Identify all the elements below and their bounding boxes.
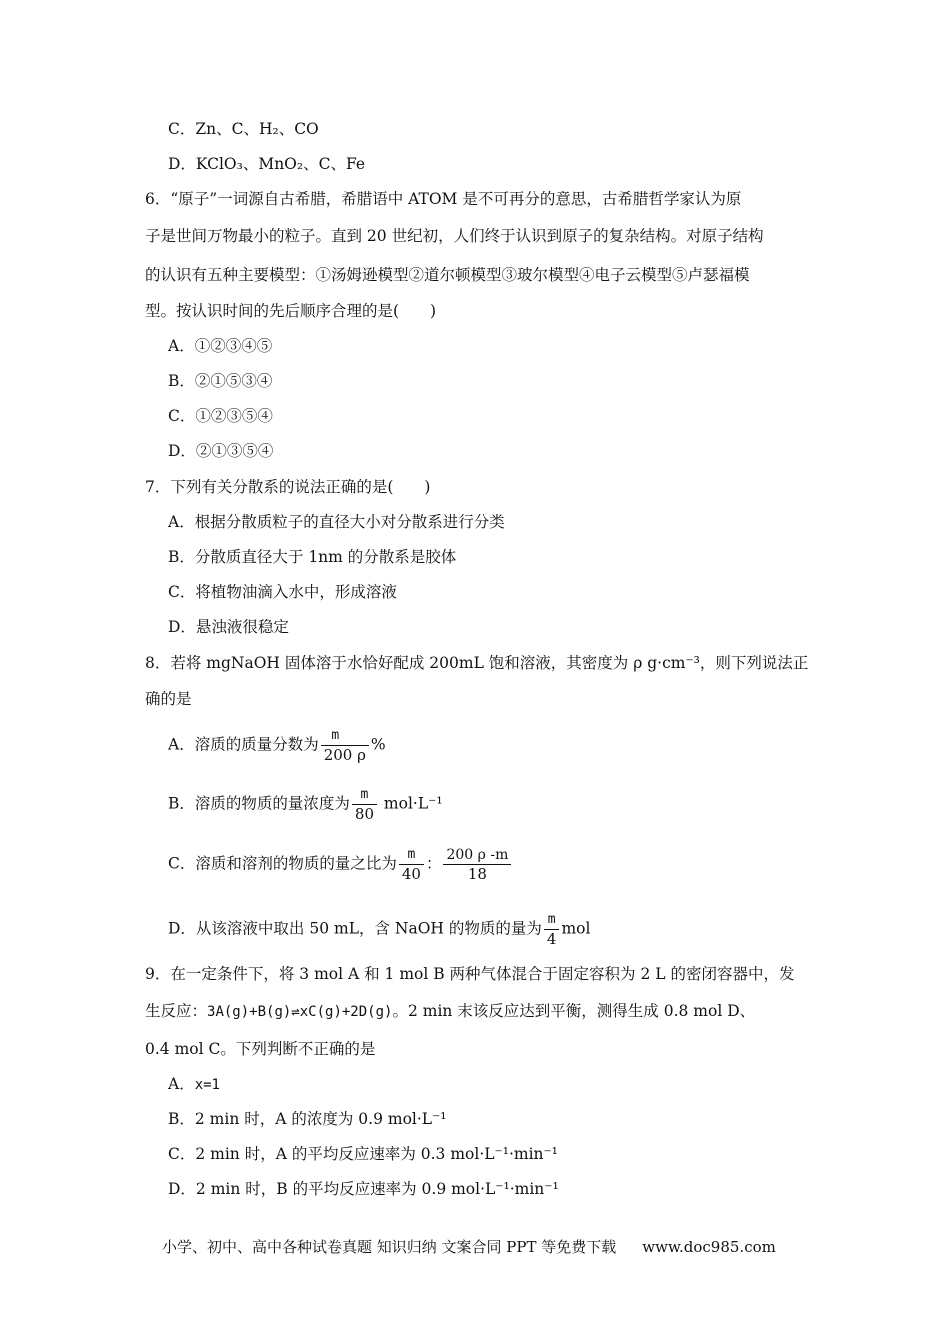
page-footer [162,1236,776,1258]
q8-option-c-fraction-2 [443,846,511,883]
q8-option-b-text: B．溶质的物质的量浓度为 [168,794,350,813]
q9-option-a [168,1073,220,1096]
q6-option-c: C．①②③⑤④ [168,407,273,425]
q8-option-c-colon: ： [425,854,442,873]
q8-option-b [168,786,443,823]
q8-option-a [168,727,386,764]
q9-stem-line2 [145,1000,755,1023]
fraction-numerator: m [321,727,369,746]
q8-option-c-fraction-1 [399,846,424,883]
q8-option-a-fraction [321,727,369,764]
fraction-denominator: 40 [401,865,421,883]
q6-stem-line3: 的认识有五种主要模型：①汤姆逊模型②道尔顿模型③玻尔模型④电子云模型⑤卢瑟福模 [145,266,750,284]
q8-stem-line2: 确的是 [145,690,192,708]
q9-option-b: B．2 min 时，A 的浓度为 0.9 mol·L⁻¹ [168,1110,447,1128]
fraction-denominator: 200 ρ [323,746,366,764]
q6-stem-line4: 型。按认识时间的先后顺序合理的是( ) [145,302,437,320]
q9-option-a-equation: x=1 [194,1077,220,1093]
fraction-denominator: 80 [354,805,374,823]
q6-stem-line2: 子是世间万物最小的粒子。直到 20 世纪初，人们终于认识到原子的复杂结构。对原子结构 [145,227,764,245]
q6-stem-line1: 6．“原子”一词源自古希腊，希腊语中 ATOM 是不可再分的意思，古希腊哲学家认为原 [145,190,742,208]
q9-stem-line2-post: 。2 min 末该反应达到平衡，测得生成 0.8 mol D、 [392,1002,756,1020]
q9-stem-line3: 0.4 mol C。下列判断不正确的是 [145,1040,376,1058]
q8-option-d [168,911,590,948]
q8-option-c [168,846,513,883]
footer-text: 小学、初中、高中各种试卷真题 知识归纳 文案合同 PPT 等免费下载 [162,1238,617,1256]
q9-option-a-label: A． [168,1075,195,1093]
q8-option-d-fraction [544,911,560,948]
q8-option-a-text: A．溶质的质量分数为 [168,735,319,754]
q7-option-a: A．根据分散质粒子的直径大小对分散系进行分类 [168,513,505,531]
q7-option-b: B．分散质直径大于 1nm 的分散系是胶体 [168,548,457,566]
q7-option-d: D．悬浊液很稳定 [168,618,289,636]
q6-option-a: A．①②③④⑤ [168,337,273,355]
fraction-numerator: m [544,911,560,930]
q5-option-c: C．Zn、C、H₂、CO [168,120,319,138]
fraction-denominator: 18 [467,865,487,883]
fraction-denominator: 4 [546,930,557,948]
q8-option-a-unit: % [370,735,386,754]
q8-option-b-unit: mol·L⁻¹ [379,794,443,813]
q7-option-c: C．将植物油滴入水中，形成溶液 [168,583,397,601]
q7-stem: 7．下列有关分散系的说法正确的是( ) [145,478,431,496]
q8-option-c-text: C．溶质和溶剂的物质的量之比为 [168,854,397,873]
q5-option-d: D．KClO₃、MnO₂、C、Fe [168,155,366,173]
q9-option-d: D．2 min 时，B 的平均反应速率为 0.9 mol·L⁻¹·min⁻¹ [168,1180,559,1198]
q6-option-b: B．②①⑤③④ [168,372,273,390]
q9-stem-line2-pre: 生反应： [145,1002,208,1020]
fraction-numerator: 200 ρ -m [443,846,511,865]
q8-stem-line1: 8．若将 mgNaOH 固体溶于水恰好配成 200mL 饱和溶液，其密度为 ρ g·cm⁻³，则下列说法正 [145,654,809,672]
q8-option-b-fraction [352,786,377,823]
fraction-numerator: m [399,846,424,865]
q9-stem-line1: 9．在一定条件下，将 3 mol A 和 1 mol B 两种气体混合于固定容积为 2 L 的密闭容器中，发 [145,965,795,983]
footer-url: www.doc985.com [642,1238,776,1256]
fraction-numerator: m [352,786,377,805]
q8-option-d-unit: mol [561,919,591,938]
q8-option-d-text: D．从该溶液中取出 50 mL，含 NaOH 的物质的量为 [168,919,542,938]
q9-reaction-equation: 3A(g)+B(g)⇌xC(g)+2D(g) [207,1004,393,1020]
q6-option-d: D．②①③⑤④ [168,442,274,460]
q9-option-c: C．2 min 时，A 的平均反应速率为 0.3 mol·L⁻¹·min⁻¹ [168,1145,558,1163]
